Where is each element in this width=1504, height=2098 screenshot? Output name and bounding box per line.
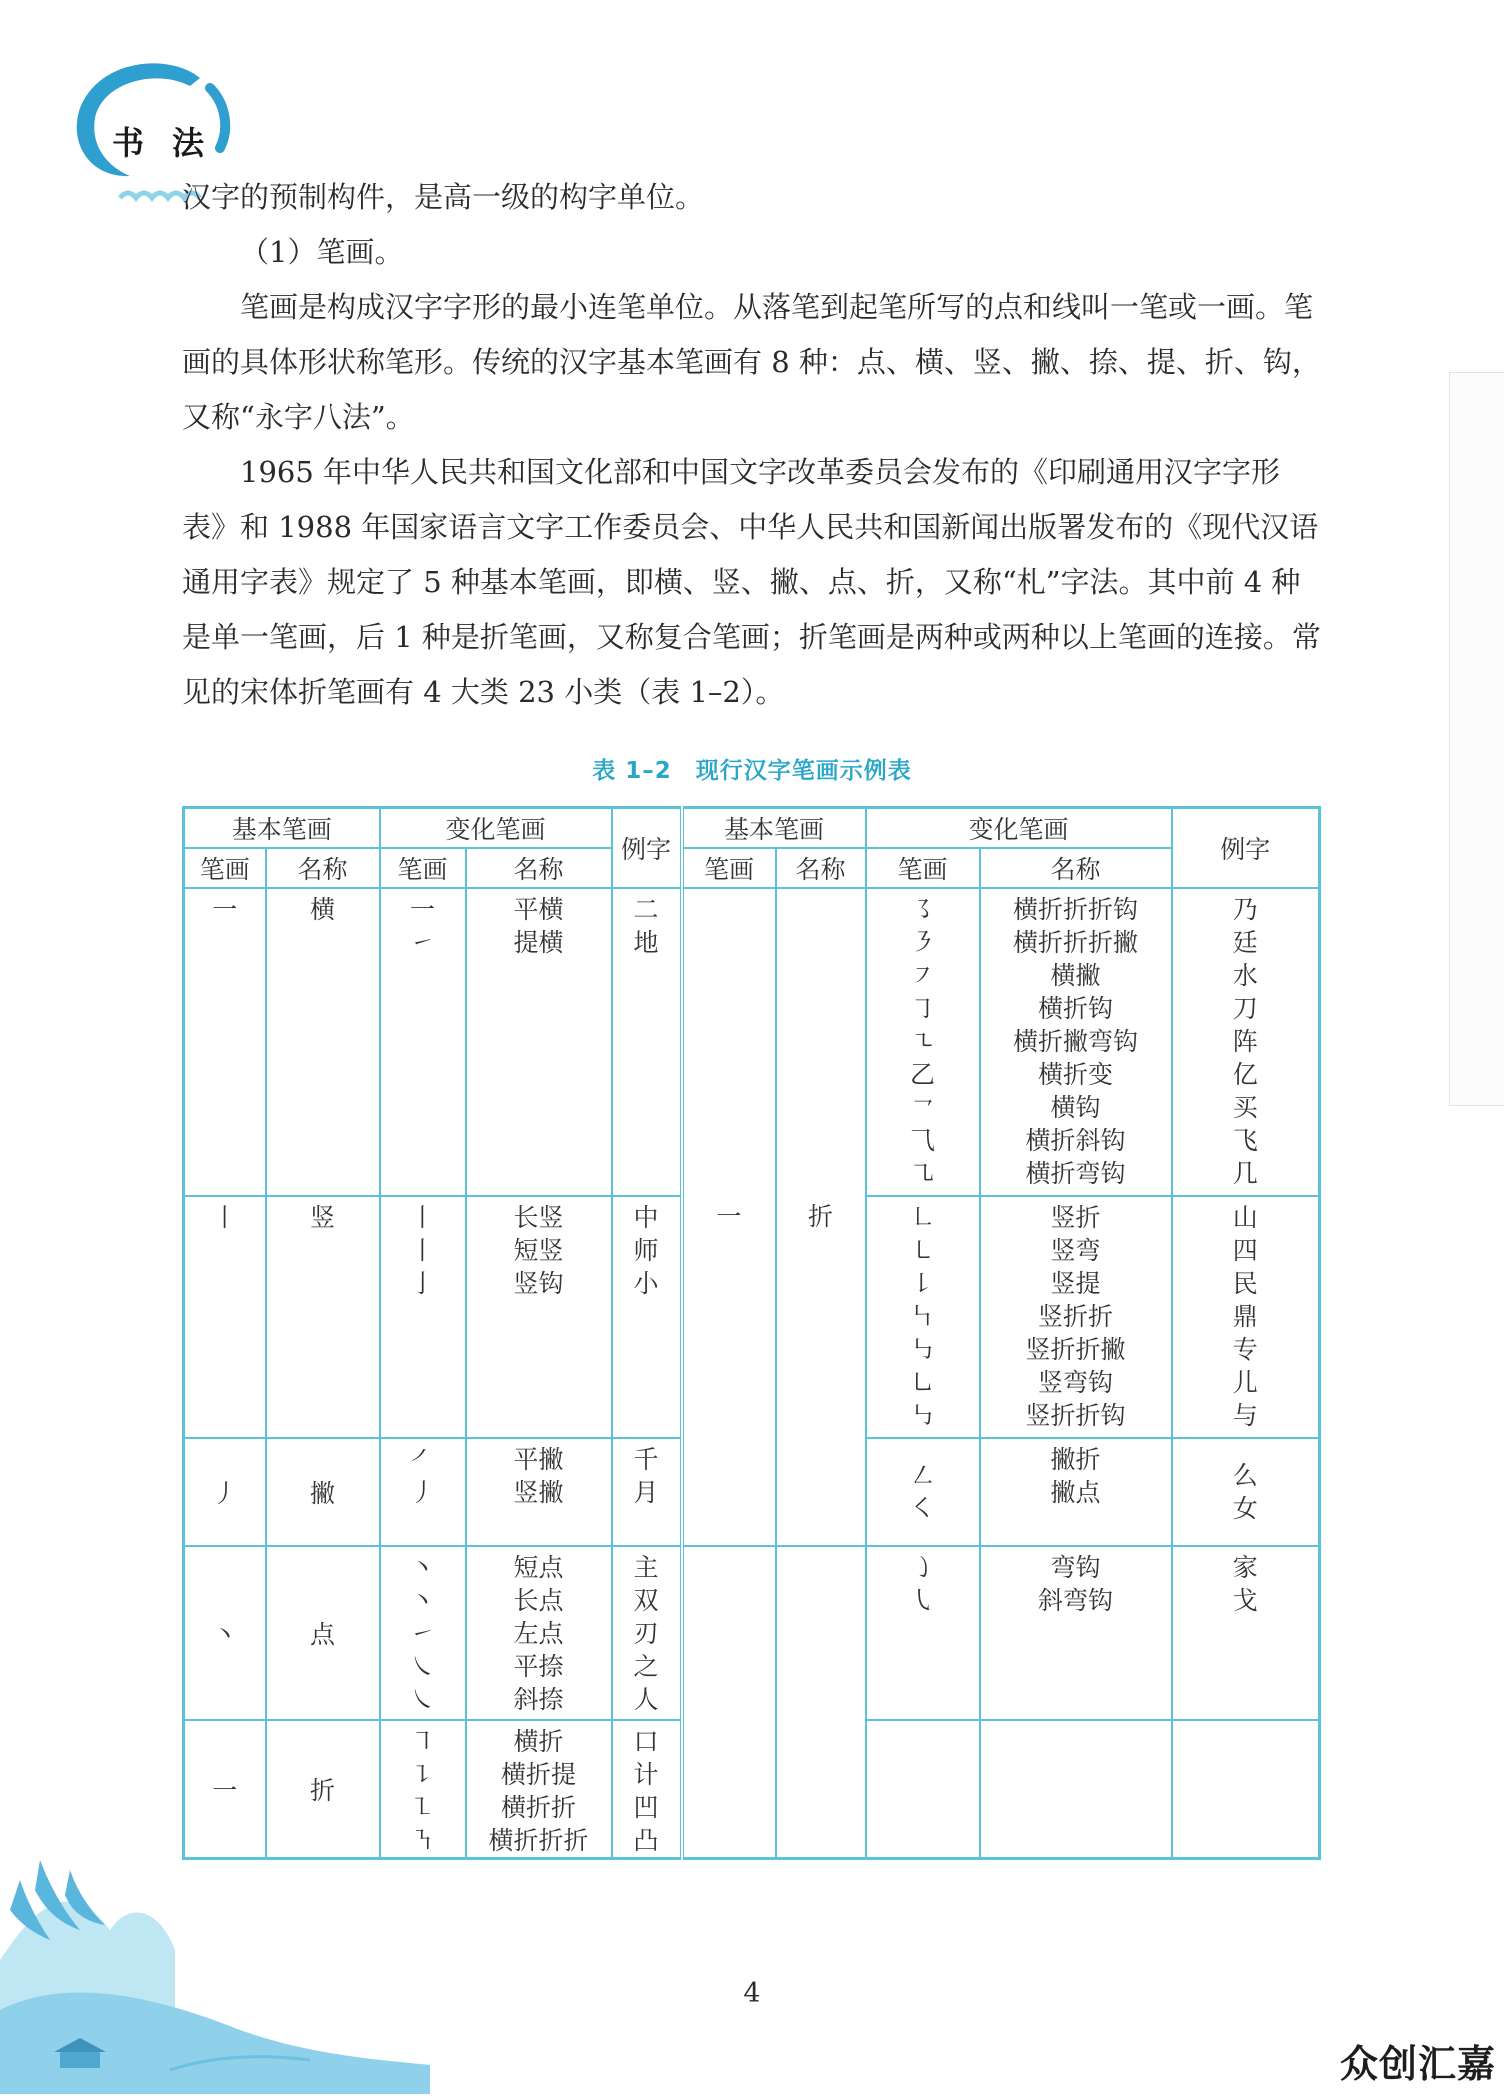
example-char: 刀: [1232, 994, 1258, 1023]
variant-name: 竖弯钩: [1038, 1368, 1114, 1397]
example-char: 山: [1232, 1203, 1258, 1232]
table-row: [184, 888, 1320, 1196]
basic-name: 撇: [310, 1479, 336, 1508]
example-char: 乃: [1232, 895, 1258, 924]
example-char: 师: [633, 1236, 659, 1265]
example-char: 之: [633, 1652, 659, 1681]
variant-stroke: ㇆: [910, 994, 936, 1023]
variant-stroke: ㇀: [410, 928, 436, 957]
variant-stroke: 亅: [410, 1269, 436, 1298]
right-basic-name-cell: [776, 888, 866, 1546]
example-char: 人: [633, 1685, 659, 1714]
empty-cell: [980, 1720, 1172, 1859]
variant-stroke: ㇛: [910, 1494, 936, 1523]
stroke-table-wrapper: [182, 806, 1318, 1864]
variant-name: 平横: [513, 895, 564, 924]
variant-name: 横折斜钩: [1025, 1126, 1126, 1155]
header-variant-right: 变化笔画: [866, 808, 1172, 849]
header-variant-left: 变化笔画: [380, 808, 612, 849]
subheader-stroke: 笔画: [866, 848, 980, 888]
variant-name: 撇点: [1050, 1478, 1101, 1507]
variant-name: 横折: [513, 1727, 564, 1756]
variant-stroke: ㇏: [410, 1652, 436, 1681]
variant-stroke: 乙: [910, 1060, 936, 1089]
header-example-left: 例字: [612, 808, 682, 889]
basic-stroke: 一: [212, 895, 238, 924]
variant-stroke: ㇎: [410, 1826, 436, 1855]
variant-stroke: ㇋: [910, 928, 936, 957]
variant-stroke: ㇜: [910, 1461, 936, 1490]
side-tab: [1449, 372, 1504, 1106]
example-char: 与: [1232, 1401, 1258, 1430]
variant-name: 竖折折钩: [1025, 1401, 1126, 1430]
variant-name: 横撇: [1050, 961, 1101, 990]
variant-stroke: ㇉: [910, 1335, 936, 1364]
header-basic-right: 基本笔画: [682, 808, 866, 849]
example-char: 千: [633, 1445, 659, 1474]
right-basic-stroke: 一: [716, 1202, 742, 1231]
variant-name: 横钩: [1050, 1093, 1101, 1122]
example-char: 口: [633, 1727, 659, 1756]
variant-name: 左点: [513, 1619, 564, 1648]
example-char: 专: [1232, 1335, 1258, 1364]
example-char: 月: [633, 1478, 659, 1507]
subheader-stroke: 笔画: [184, 848, 266, 888]
example-char: 飞: [1232, 1126, 1258, 1155]
variant-name: 竖折: [1050, 1203, 1101, 1232]
variant-stroke: ㇅: [410, 1793, 436, 1822]
table-caption: 表 1–2 现行汉字笔画示例表: [592, 758, 912, 784]
subheader-stroke: 笔画: [380, 848, 466, 888]
variant-name: 竖撇: [513, 1478, 564, 1507]
variant-stroke: ㇈: [910, 1159, 936, 1188]
variant-stroke: ㇒: [410, 1445, 436, 1474]
variant-stroke: ㇖: [910, 1093, 936, 1122]
variant-name: 平捺: [513, 1652, 564, 1681]
variant-stroke: 丨: [410, 1236, 436, 1265]
right-basic-stroke-cell: [682, 888, 776, 1546]
page-number: 4: [743, 1978, 761, 2009]
example-char: 买: [1232, 1093, 1258, 1122]
variant-stroke: ㇞: [910, 1302, 936, 1331]
subheader-name: 名称: [776, 848, 866, 888]
variant-stroke: ㇇: [910, 961, 936, 990]
table-row: [184, 1546, 1320, 1720]
basic-name: 折: [310, 1776, 336, 1805]
basic-stroke: 丨: [212, 1203, 238, 1232]
paragraph-3: 笔画是构成汉字字形的最小连笔单位。从落笔到起笔所写的点和线叫一笔或一画。笔画的具体形状称笔形。传统的汉字基本笔画有 8 种：点、横、竖、撇、捺、提、折、钩，又称“永字八法”。: [182, 290, 1321, 434]
basic-name: 点: [310, 1620, 336, 1649]
variant-name: 竖钩: [513, 1269, 564, 1298]
variant-name: 短竖: [513, 1236, 564, 1265]
variant-name: 横折折折撇: [1013, 928, 1139, 957]
variant-stroke: 丿: [410, 1478, 436, 1507]
example-char: 刃: [633, 1619, 659, 1648]
variant-name: 横折弯钩: [1025, 1159, 1126, 1188]
variant-name: 提横: [513, 928, 564, 957]
variant-stroke: 丶: [410, 1553, 436, 1582]
subheader-name: 名称: [980, 848, 1172, 888]
example-char: 小: [633, 1269, 659, 1298]
variant-stroke: ㇕: [410, 1727, 436, 1756]
example-char: 廷: [1232, 928, 1258, 957]
variant-stroke: ㇙: [910, 1269, 936, 1298]
header-example-right: 例字: [1172, 808, 1320, 889]
variant-stroke: ㇟: [910, 1368, 936, 1397]
example-char: 么: [1232, 1461, 1258, 1490]
variant-name: 竖折折撇: [1025, 1335, 1126, 1364]
example-char: 鼎: [1232, 1302, 1258, 1331]
paragraph-1: 汉字的预制构件，是高一级的构字单位。: [182, 180, 705, 214]
variant-stroke: 丶: [410, 1586, 436, 1615]
example-char: 戈: [1232, 1586, 1258, 1615]
basic-stroke: 丶: [212, 1620, 238, 1649]
variant-name: 斜弯钩: [1038, 1586, 1114, 1615]
basic-stroke: 一: [212, 1776, 238, 1805]
example-char: 家: [1232, 1553, 1258, 1582]
variant-stroke: ㇊: [410, 1760, 436, 1789]
variant-name: 竖提: [1050, 1269, 1101, 1298]
variant-stroke: ㇌: [910, 895, 936, 924]
example-char: 女: [1232, 1494, 1258, 1523]
example-char: 计: [633, 1760, 659, 1789]
variant-stroke: ㇄: [910, 1236, 936, 1265]
landscape-icon: [0, 1840, 430, 2094]
example-char: 水: [1232, 961, 1258, 990]
empty-cell: [682, 1546, 776, 1859]
variant-stroke: ㇉: [910, 1401, 936, 1430]
example-char: 主: [633, 1553, 659, 1582]
variant-name: 横折折: [501, 1793, 577, 1822]
paragraph-4: 1965 年中华人民共和国文化部和中国文字改革委员会发布的《印刷通用汉字字形表》和 1988 年国家语言文字工作委员会、中华人民共和国新闻出版署发布的《现代汉语通用字表》规定了 5 种基本笔画，即横、竖、撇、点、折，又称“札”字法。其中前 4 种是单一笔画，后 1 种是折笔画，又称复合笔画；折笔画是两种或两种以上笔画的连接。常见的宋体折笔画有 4 大类 23 小类（表 1–2）。: [182, 455, 1321, 709]
example-char: 民: [1232, 1269, 1258, 1298]
right-basic-name: 折: [808, 1202, 834, 1231]
landscape-decoration: [0, 1840, 430, 2094]
empty-cell: [866, 1720, 980, 1859]
basic-name: 横: [310, 895, 336, 924]
variant-stroke: ㇀: [410, 1619, 436, 1648]
empty-cell: [1172, 1720, 1320, 1859]
subheader-name: 名称: [466, 848, 612, 888]
body-text: [182, 170, 1322, 720]
example-char: 四: [1232, 1236, 1258, 1265]
variant-name: 短点: [513, 1553, 564, 1582]
subheader-stroke: 笔画: [682, 848, 776, 888]
variant-name: 横折撇弯钩: [1013, 1027, 1139, 1056]
paragraph-2: （1）笔画。: [240, 235, 404, 269]
variant-stroke: 一: [410, 895, 436, 924]
watermark: 众创汇嘉: [1339, 2042, 1496, 2086]
example-char: 二: [633, 895, 659, 924]
example-char: 亿: [1232, 1060, 1258, 1089]
variant-name: 横折钩: [1038, 994, 1114, 1023]
variant-stroke: ㇍: [910, 1027, 936, 1056]
variant-name: 横折折折钩: [1013, 895, 1139, 924]
variant-name: 横折折折: [488, 1826, 589, 1855]
variant-name: 平撇: [513, 1445, 564, 1474]
variant-stroke: ㇁: [910, 1553, 936, 1582]
variant-stroke: 丨: [410, 1203, 436, 1232]
example-char: 地: [633, 928, 659, 957]
variant-stroke: ⺄: [910, 1126, 936, 1155]
logo-char-1: 书: [112, 124, 145, 162]
variant-name: 弯钩: [1050, 1553, 1101, 1582]
logo-char-2: 法: [172, 124, 205, 162]
example-char: 儿: [1232, 1368, 1258, 1397]
variant-stroke: ㇂: [910, 1586, 936, 1615]
variant-name: 长竖: [513, 1203, 564, 1232]
header-basic-left: 基本笔画: [184, 808, 380, 849]
variant-name: 撇折: [1050, 1445, 1101, 1474]
variant-name: 长点: [513, 1586, 564, 1615]
variant-stroke: ㇗: [910, 1203, 936, 1232]
empty-cell: [776, 1546, 866, 1859]
variant-stroke: ㇏: [410, 1685, 436, 1714]
example-char: 几: [1232, 1159, 1258, 1188]
variant-name: 竖弯: [1050, 1236, 1101, 1265]
stroke-table: [182, 806, 1321, 1860]
example-char: 双: [633, 1586, 659, 1615]
variant-name: 横折提: [501, 1760, 577, 1789]
example-char: 阵: [1232, 1027, 1258, 1056]
variant-name: 横折变: [1038, 1060, 1114, 1089]
example-char: 凹: [633, 1793, 659, 1822]
example-char: 中: [633, 1203, 659, 1232]
basic-name: 竖: [310, 1203, 336, 1232]
subheader-name: 名称: [266, 848, 380, 888]
basic-stroke: 丿: [212, 1479, 238, 1508]
example-char: 凸: [633, 1826, 659, 1855]
variant-name: 竖折折: [1038, 1302, 1114, 1331]
variant-name: 斜捺: [513, 1685, 564, 1714]
